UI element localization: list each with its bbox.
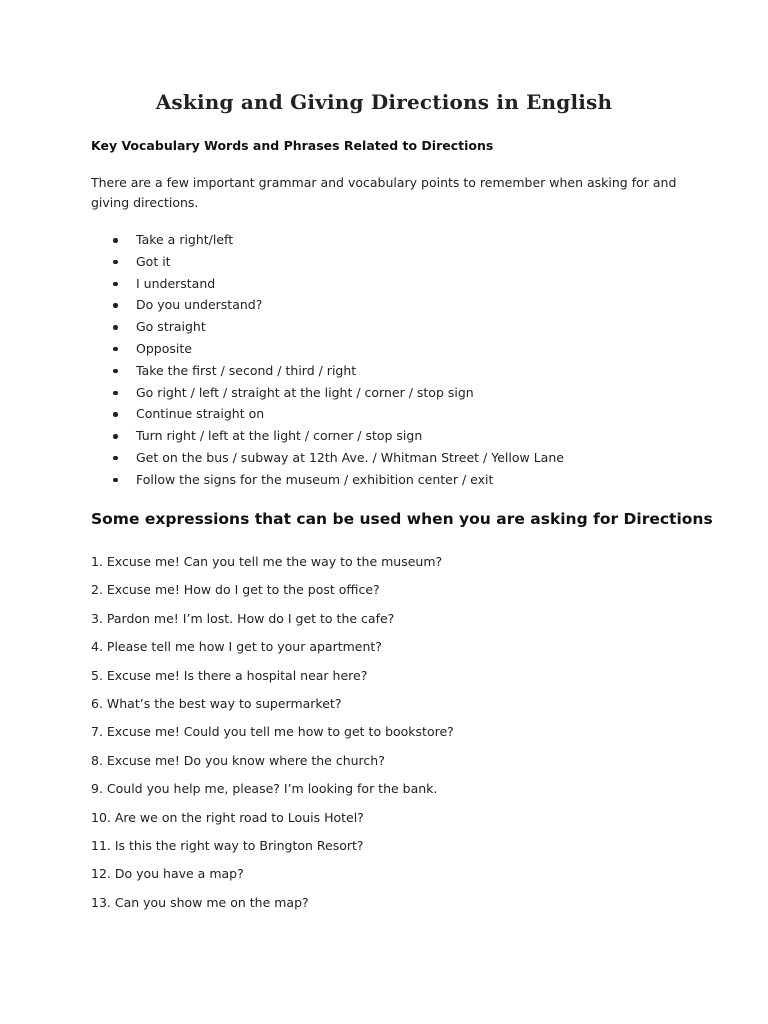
list-item: 3. Pardon me! I’m lost. How do I get to the cafe? — [91, 610, 395, 626]
list-item — [91, 251, 564, 273]
list-item: 2. Excuse me! How do I get to the post office? — [91, 582, 380, 598]
bullet-icon — [113, 434, 118, 439]
list-item-text: I understand — [136, 275, 216, 291]
vocabulary-subheading: Key Vocabulary Words and Phrases Related to Directions — [91, 138, 494, 153]
list-item — [91, 338, 564, 360]
list-item — [91, 294, 564, 316]
bullet-icon — [113, 260, 118, 265]
list-item-text: Take the first / second / third / right — [136, 362, 357, 378]
expressions-heading: Some expressions that can be used when you are asking for Directions — [91, 510, 713, 528]
list-item: 12. Do you have a map? — [91, 866, 244, 882]
list-item — [91, 425, 564, 447]
expressions-list — [91, 551, 454, 920]
list-item-text: Follow the signs for the museum / exhibition center / exit — [136, 471, 494, 487]
bullet-icon — [113, 282, 118, 287]
bullet-icon — [113, 369, 118, 374]
list-item — [91, 316, 564, 338]
list-item — [91, 403, 564, 425]
vocabulary-list — [91, 229, 564, 491]
list-item: 4. Please tell me how I get to your apartment? — [91, 639, 382, 655]
list-item: 6. What’s the best way to supermarket? — [91, 695, 342, 711]
list-item — [91, 229, 564, 251]
list-item: 1. Excuse me! Can you tell me the way to the museum? — [91, 554, 443, 569]
list-item-text: Continue straight on — [136, 406, 265, 422]
bullet-icon — [113, 391, 118, 396]
list-item — [91, 273, 564, 295]
bullet-icon — [113, 412, 118, 417]
list-item-text: Go right / left / straight at the light / corner / stop sign — [136, 384, 474, 400]
bullet-icon — [113, 347, 118, 352]
list-item: 10. Are we on the right road to Louis Hotel? — [91, 809, 364, 825]
list-item: 11. Is this the right way to Brington Resort? — [91, 837, 364, 853]
list-item — [91, 447, 564, 469]
list-item: 13. Can you show me on the map? — [91, 894, 309, 910]
list-item: 7. Excuse me! Could you tell me how to get to bookstore? — [91, 724, 454, 740]
bullet-icon — [113, 456, 118, 461]
bullet-icon — [113, 303, 118, 308]
list-item-text: Take a right/left — [136, 232, 234, 247]
list-item-text: Got it — [136, 253, 171, 269]
bullet-icon — [113, 325, 118, 330]
list-item-text: Opposite — [136, 340, 192, 356]
list-item — [91, 360, 564, 382]
list-item — [91, 469, 564, 491]
page-title: Asking and Giving Directions in English — [155, 90, 613, 114]
list-item-text: Do you understand? — [136, 297, 263, 313]
bullet-icon — [113, 478, 118, 483]
list-item — [91, 382, 564, 404]
list-item-text: Go straight — [136, 319, 206, 335]
list-item-text: Turn right / left at the light / corner / stop sign — [136, 428, 423, 444]
list-item-text: Get on the bus / subway at 12th Ave. / Whitman Street / Yellow Lane — [136, 449, 564, 465]
list-item: 8. Excuse me! Do you know where the church? — [91, 752, 385, 768]
list-item: 5. Excuse me! Is there a hospital near here? — [91, 667, 368, 683]
intro-paragraph: There are a few important grammar and vocabulary points to remember when asking for and giving directions. — [91, 175, 677, 210]
list-item: 9. Could you help me, please? I’m looking for the bank. — [91, 781, 438, 797]
bullet-icon — [113, 238, 118, 243]
